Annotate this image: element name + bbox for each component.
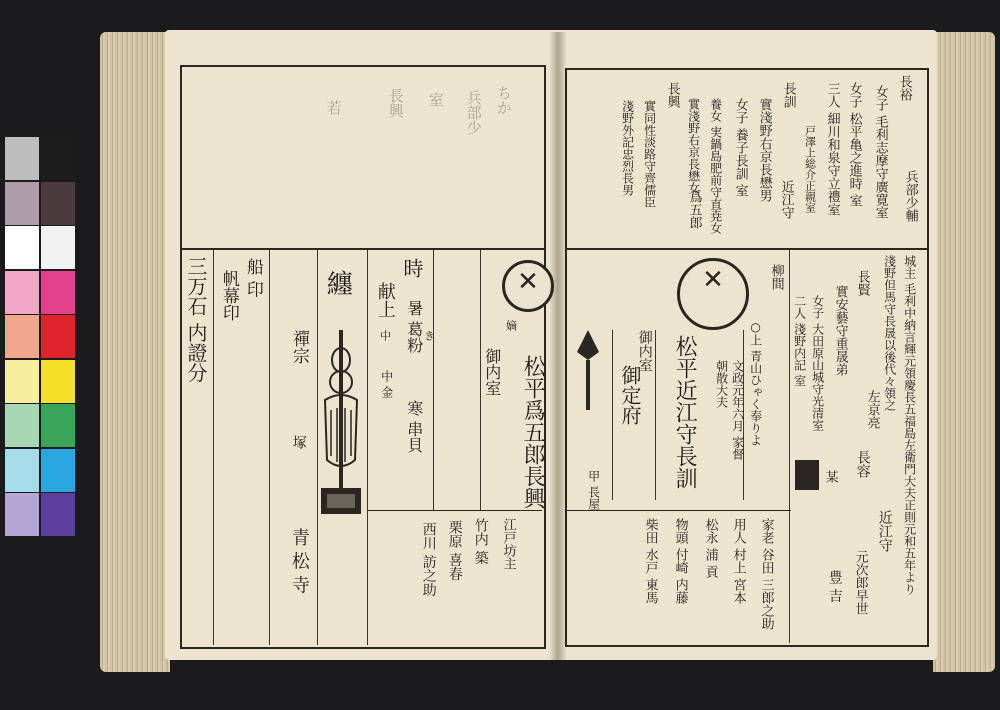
genealogy-text: 元次郎早世 <box>852 550 868 615</box>
genealogy-text: 長裕 <box>896 75 912 101</box>
genealogy-text: 豊 吉 <box>826 570 843 603</box>
genealogy-text: 爲五郎 <box>686 190 702 229</box>
column-rule <box>433 250 434 510</box>
retainer-name: 用人 村上 宮本 <box>730 518 746 605</box>
matoi-label: 纏 <box>322 270 353 296</box>
row-rule <box>565 510 791 511</box>
retainer-name: 家老 谷田 三郎之助 <box>758 518 774 631</box>
right-page <box>557 30 937 660</box>
castle-history: 城主 毛利中納言輝元領慶長五福島左衛門大夫正則元和五年より <box>902 255 917 595</box>
color-swatch <box>41 137 75 180</box>
book-edge-right <box>933 32 995 672</box>
genealogy-text: 近江守 <box>778 180 794 219</box>
lord-name: 松平爲五郎長興 <box>520 355 546 509</box>
sect-label: 禪宗 <box>288 330 309 364</box>
color-swatch <box>5 493 39 536</box>
matoi-standard-icon <box>315 330 367 520</box>
right-section-divider <box>565 248 927 250</box>
column-rule <box>213 250 214 645</box>
color-swatch <box>5 226 39 269</box>
color-swatch <box>5 271 39 314</box>
mansion-label: 甲 長屋 <box>586 470 601 510</box>
lord-name: 松平近江守長訓 <box>672 335 698 489</box>
genealogy-text: 長訓 <box>780 82 796 108</box>
color-swatch <box>41 360 75 403</box>
genealogy-text: 長容 <box>854 450 871 478</box>
temple-name: 青 松 寺 <box>288 528 310 594</box>
heir-label: 嫡 <box>504 320 518 331</box>
column-rule <box>269 250 270 645</box>
retainer-name: 柴田 水戸 東馬 <box>642 518 658 605</box>
left-page <box>165 30 557 660</box>
genealogy-text: 實同性淡路守齊儒臣 <box>642 100 657 208</box>
tribute-label: 献上 <box>374 282 396 318</box>
ghost-text: 若 <box>324 100 343 115</box>
bottom-name: 江戸坊主 <box>500 518 516 570</box>
column-rule <box>367 250 368 645</box>
ghost-text: 兵部少 <box>464 90 483 135</box>
open-book <box>100 22 995 672</box>
color-swatch <box>5 137 39 180</box>
genealogy-text: 實淺野右京長懋女 <box>686 98 701 194</box>
row-rule <box>367 510 542 511</box>
sail-curtain-label: 帆幕印 <box>218 270 239 321</box>
retainer-name: 松永 浦 貢 <box>702 518 718 579</box>
season-label: 時 <box>400 258 424 278</box>
hall-label: 柳間 <box>768 264 784 290</box>
genealogy-text: 三人 細川和泉守立禮室 <box>824 82 840 217</box>
color-swatch <box>41 226 75 269</box>
book-edge-left <box>100 32 170 672</box>
genealogy-text: 女子 毛利志摩守廣寛室 <box>872 85 888 220</box>
ship-flag-label: 船 印 <box>242 258 263 298</box>
color-swatch <box>41 182 75 225</box>
genealogy-text: 實安藝守重晟弟 <box>832 285 848 376</box>
consort-label: 御内室 <box>636 330 653 372</box>
succession-note: 文政元年六月 家督 <box>730 360 745 460</box>
genealogy-text: 女子 大田原山城守光清室 <box>810 295 825 431</box>
color-swatch <box>41 449 75 492</box>
genealogy-text: 近江守 <box>876 510 893 552</box>
consort-label: 御内室 <box>482 348 502 396</box>
bottom-name: 西川 訪之助 <box>420 522 437 597</box>
book-gutter <box>549 32 567 660</box>
left-section-divider <box>180 248 544 250</box>
retainer-name: 物頭 付崎 内藤 <box>672 518 688 605</box>
color-swatch <box>5 404 39 447</box>
color-checker-card <box>5 137 75 535</box>
column-rule <box>480 250 481 510</box>
black-seal-mark <box>795 460 819 490</box>
ghost-text: 長興 <box>386 88 405 118</box>
color-swatch <box>5 315 39 358</box>
color-swatch <box>5 182 39 225</box>
genealogy-text: 養女 実鍋島肥前守直尭女 <box>708 98 723 234</box>
domain-size-text: 三万石 内證分 <box>184 256 208 383</box>
genealogy-text: 某 <box>822 470 838 483</box>
court-rank: 朝散大夫 <box>714 360 729 408</box>
color-swatch <box>41 404 75 447</box>
ghost-text: 室 <box>426 92 445 107</box>
genealogy-text: 女子 養子長訓 室 <box>732 98 748 198</box>
genealogy-text: 長賢 <box>854 270 870 296</box>
color-swatch <box>41 315 75 358</box>
small-note: 中 <box>378 330 392 341</box>
color-swatch <box>41 493 75 536</box>
color-swatch <box>5 360 39 403</box>
genealogy-text: 二人 淺野内記 室 <box>792 295 807 387</box>
column-rule <box>789 250 790 643</box>
bottom-name: 栗原 喜春 <box>446 520 463 581</box>
mid-tribute: 中 金 <box>379 370 394 398</box>
residence-note: ○上 青山ひゃく奉りよ <box>748 320 763 446</box>
spear-standard-icon <box>571 330 605 410</box>
residence-status: 御定府 <box>618 365 642 425</box>
color-swatch <box>41 271 75 314</box>
grave-label: 塚 <box>290 435 307 449</box>
color-swatch <box>5 449 39 492</box>
bottom-name: 竹内 築 <box>472 518 489 565</box>
family-crest-icon <box>677 258 749 330</box>
castle-history: 淺野但馬守長晟以後代々領之 <box>882 255 897 411</box>
genealogy-text: 長興 <box>664 82 680 108</box>
small-note: き <box>422 330 436 341</box>
summer-tribute: 暑 葛粉 <box>404 300 424 354</box>
column-rule <box>655 330 656 500</box>
genealogy-text: 戸澤上総介正親室 <box>803 125 817 213</box>
ghost-text: ちか <box>494 85 513 115</box>
genealogy-text: 實淺野右京長懋男 <box>756 98 772 202</box>
family-crest-icon <box>502 260 554 312</box>
winter-tribute: 寒 串貝 <box>404 400 424 454</box>
genealogy-text: 女子 松平亀之進時 室 <box>846 82 862 208</box>
genealogy-text: 淺野外記忠烈長男 <box>620 100 635 196</box>
genealogy-text: 兵部少輔 <box>902 170 918 222</box>
genealogy-text: 左京亮 <box>864 390 880 429</box>
column-rule <box>612 330 613 500</box>
